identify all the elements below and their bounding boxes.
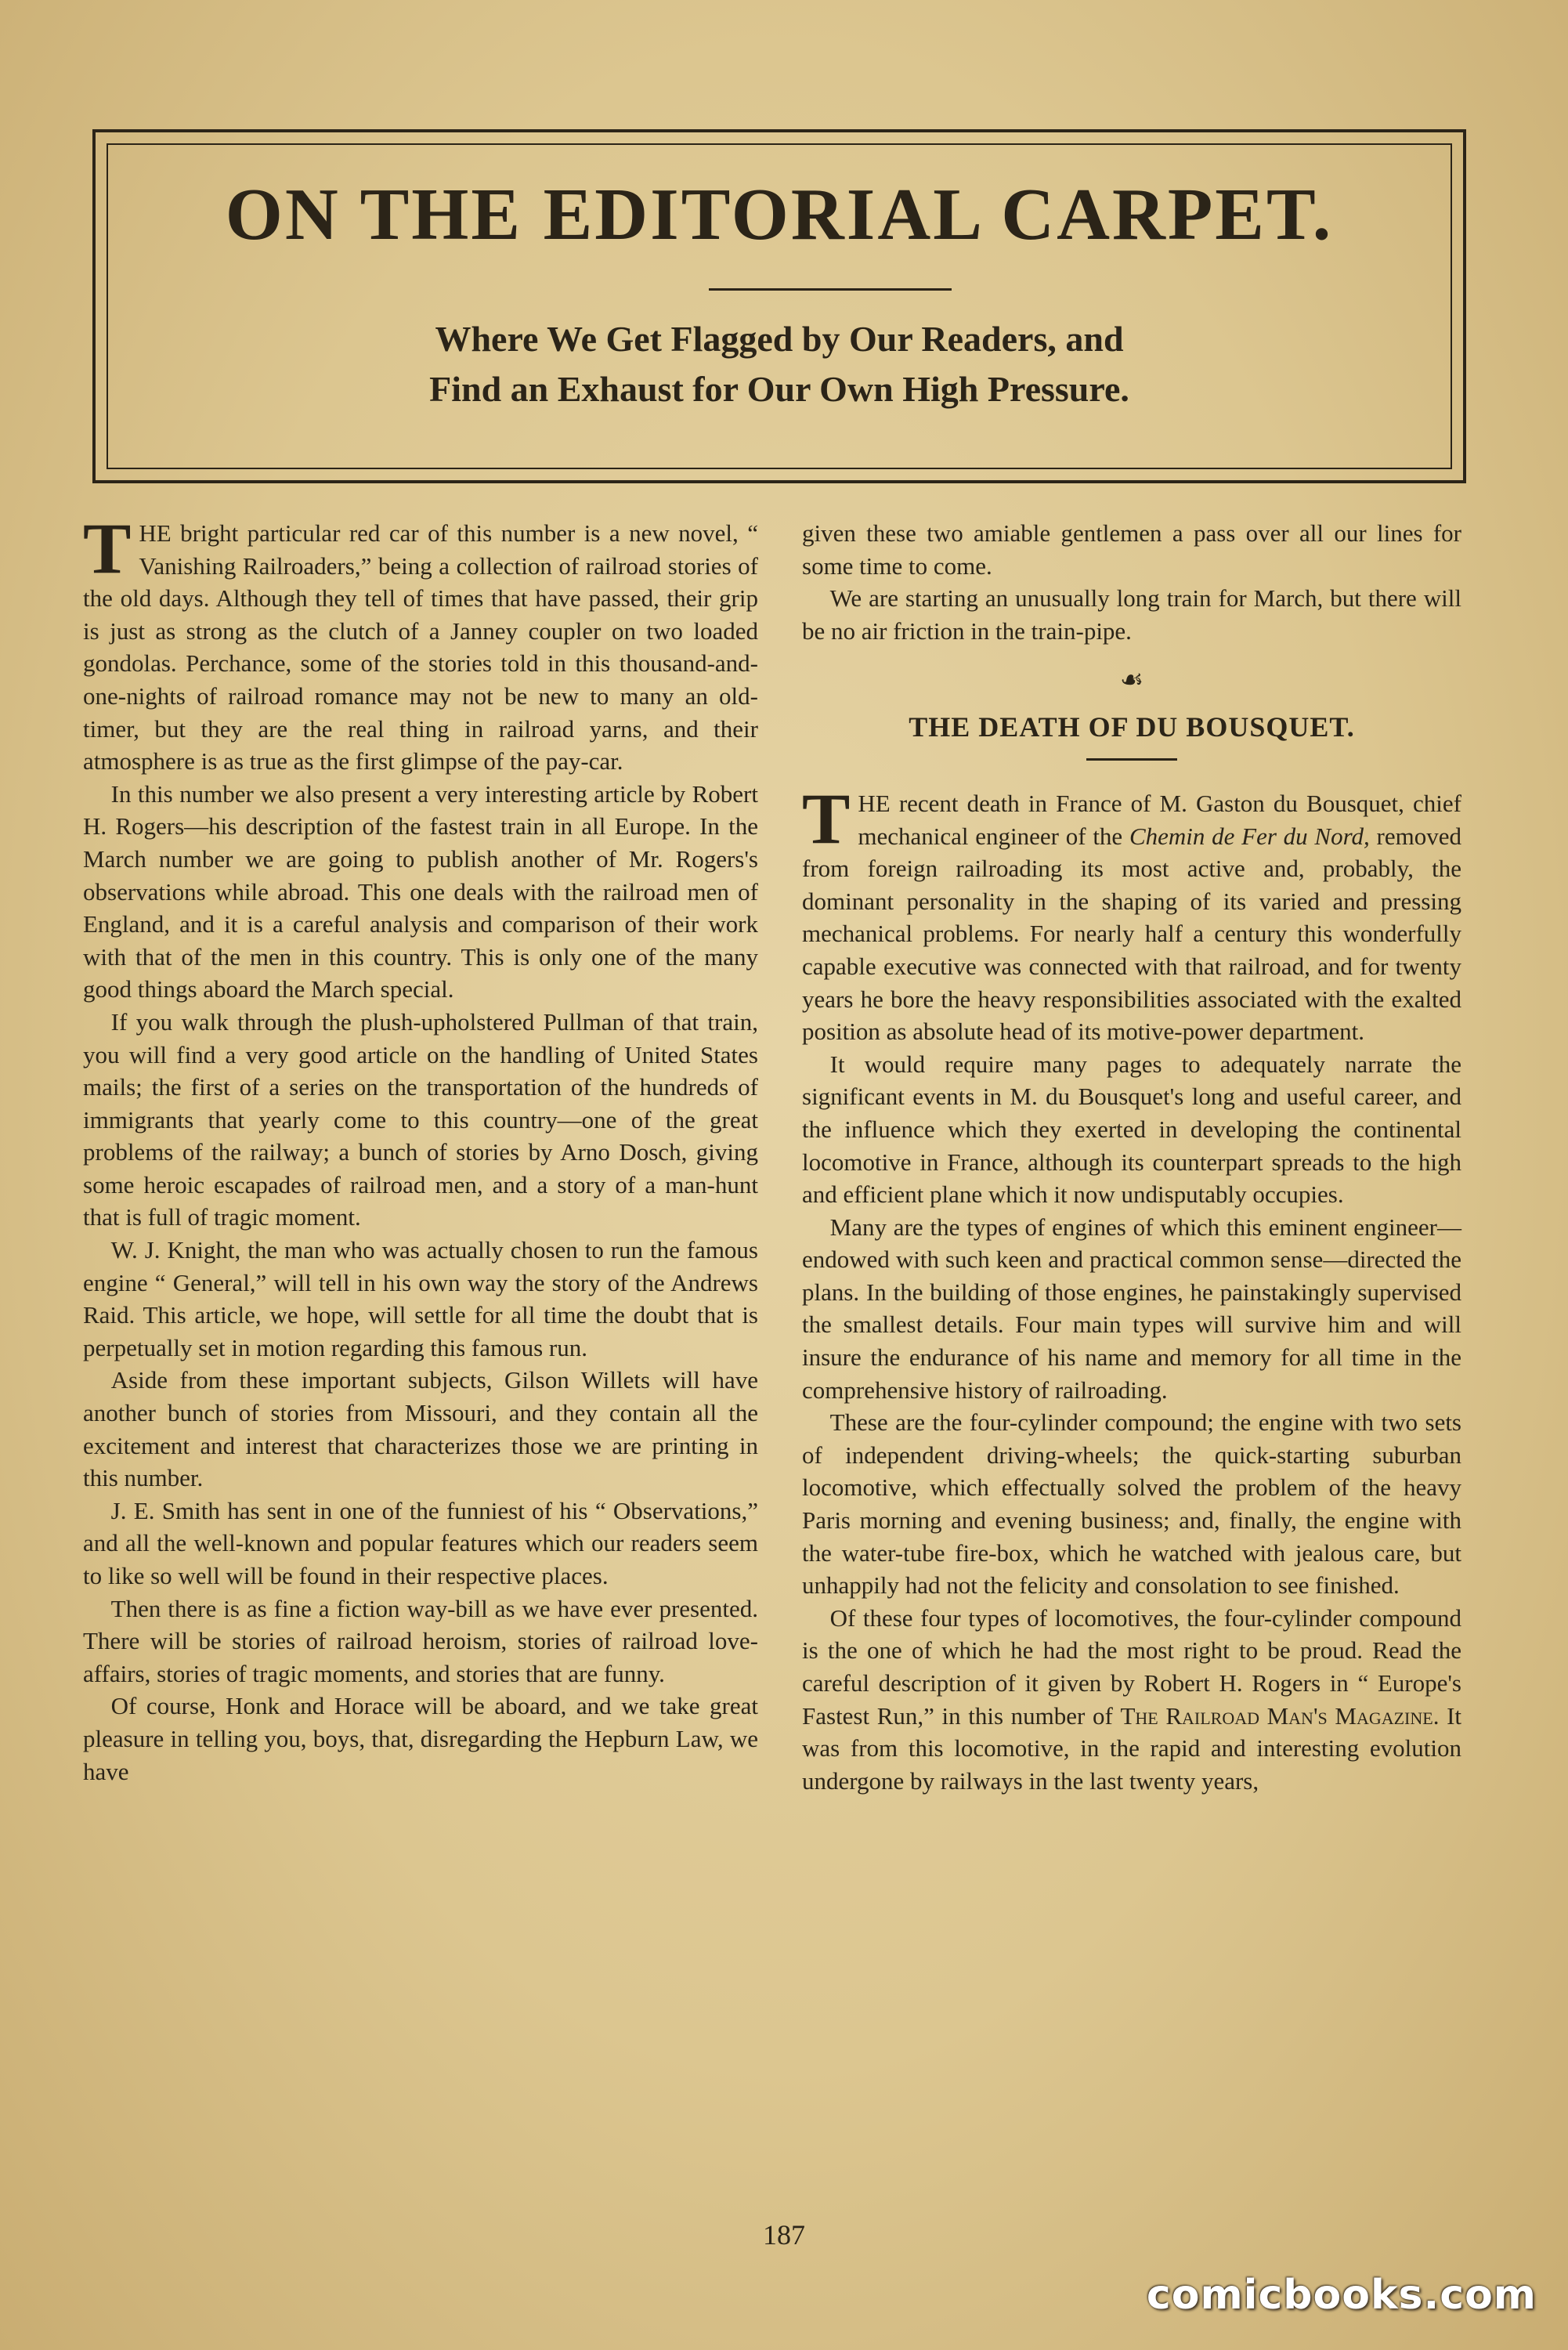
drop-cap: T xyxy=(83,508,132,588)
section-divider xyxy=(1086,758,1177,761)
right-paragraph-1 xyxy=(802,778,1461,1048)
left-paragraph-5: Aside from these important subjects, Gilson Willets will have another bunch of stories from Missouri, and they contain all the excitement and interest that characterizes those we are printing in this number. xyxy=(83,1366,758,1492)
site-watermark: comicbooks.com xyxy=(1146,2272,1537,2319)
right-paragraph-1-end: removed from foreign railroading its most active and, probably, the dominant personality in the shaping of its varied and pressing mechanical problems. For nearly half a century this wonderfully capable executive was connected with that railroad, and for twenty years he bore the heavy responsibilities associated with the exalted position as absolute head of its motive-power department. xyxy=(802,822,1461,1046)
right-column xyxy=(802,517,1461,1797)
left-paragraph-4: W. J. Knight, the man who was actually chosen to run the famous engine “ General,” will tell in his own way the story of the Andrews Raid. This article, we hope, will settle for all time the doubt that is perpetually set in motion regarding this famous run. xyxy=(83,1236,758,1361)
right-paragraph-3: Many are the types of engines of which this eminent engineer—endowed with such keen and practical common sense—directed the plans. In the building of those engines, he painstakingly supervised the smallest details. Four main types will survive him and will insure the endurance of his name and memory for all time in the comprehensive history of railroading. xyxy=(802,1213,1461,1404)
left-paragraph-1-text: HE bright particular red car of this number is a new novel, “ Vanishing Railroaders,” being a collection of railroad stories of the old days. Although they tell of times that have passed, their grip is just as strong as the clutch of a Janney coupler on two loaded gondolas. Perchance, some of the stories told in this thousand-and-one-nights of railroad romance may not be new to many an old-timer, but they are the real thing in railroad yarns, and their atmosphere is as true as the first glimpse of the pay-car. xyxy=(83,519,758,776)
right-continuation-2: We are starting an unusually long train for March, but there will be no air friction in the train-pipe. xyxy=(802,584,1461,645)
left-paragraph-3: If you walk through the plush-upholstered Pullman of that train, you will find a very good article on the handling of United States mails; the first of a series on the transportation of the hundreds of immigrants that yearly come to this country—one of the great problems of the railway; a bunch of stories by Arno Dosch, giving some heroic escapades of railroad men, and a story of a man-hunt that is full of tragic moment. xyxy=(83,1007,758,1231)
section-title: THE DEATH OF DU BOUSQUET. xyxy=(909,711,1355,743)
subtitle-line-1: Where We Get Flagged by Our Readers, and xyxy=(435,319,1124,359)
right-paragraph-4: These are the four-cylinder compound; the engine with two sets of independent driving-wheels; the quick-starting suburban locomotive, which effectually solved the problem of the heavy Paris morning and evening business; and, finally, the engine with the water-tube fire-box, which he watched with jealous care, but unhappily had not the felicity and consolation to see finished. xyxy=(802,1408,1461,1600)
subtitle-line-2: Find an Exhaust for Our Own High Pressure. xyxy=(429,369,1129,409)
left-paragraph-8: Of course, Honk and Horace will be aboard, and we take great pleasure in telling you, boys, that, disregarding the Hepburn Law, we have xyxy=(83,1692,758,1785)
right-paragraph-2: It would require many pages to adequately narrate the significant events in M. du Bousquet's long and useful career, and the influence which they exerted in developing the continental locomotive in France, although its counterpart spreads to the high and efficient plane which it now undisputably occupies. xyxy=(802,1050,1461,1209)
right-paragraph-1-start: HE recent death in France of M. Gaston du Bousquet, chief mechanical engineer of the xyxy=(858,789,1461,850)
page-subtitle xyxy=(96,314,1463,414)
left-paragraph-7: Then there is as fine a fiction way-bill as we have ever presented. There will be stories of railroad heroism, stories of railroad love-affairs, stories of tragic moments, and stories that are funny. xyxy=(83,1594,758,1687)
right-paragraph-5 xyxy=(802,1602,1461,1798)
section-ornament-icon: ☙ xyxy=(1119,666,1144,696)
right-paragraph-5-end: It was from this locomotive, in the rapid and interesting evolution undergone by railways in the last twenty years, xyxy=(802,1701,1462,1795)
page-number: 187 xyxy=(763,2219,805,2251)
left-paragraph-2: In this number we also present a very interesting article by Robert H. Rogers—his description of the fastest train in all Europe. In the March number we are going to publish another of Mr. Rogers's observations while abroad. This one deals with the railroad men of England, and it is a careful analysis and comparison of their work with that of the men in this country. This is only one of the many good things aboard the March special. xyxy=(83,779,758,1003)
right-paragraph-5-start: Of these four types of locomotives, the four-cylinder compound is the one of which he had the most right to be proud. Read the careful description of it given by Robert H. Rogers in “ Europe's Fastest Run,” in this number of xyxy=(802,1603,1461,1730)
page-title: ON THE EDITORIAL CARPET. xyxy=(225,174,1334,255)
drop-cap: T xyxy=(802,778,851,859)
title-divider xyxy=(709,288,952,291)
right-paragraph-1-italic: Chemin de Fer du Nord, xyxy=(1129,822,1370,850)
left-paragraph-6: J. E. Smith has sent in one of the funniest of his “ Observations,” and all the well-known and popular features which our readers seem to like so well will be found in their respective places. xyxy=(83,1496,758,1589)
right-continuation-1: given these two amiable gentlemen a pass over all our lines for some time to come. xyxy=(802,519,1461,580)
left-paragraph-1 xyxy=(83,508,758,778)
left-column xyxy=(83,508,758,1788)
header-box xyxy=(92,129,1466,483)
magazine-name: The Railroad Man's Magazine. xyxy=(1120,1701,1440,1730)
